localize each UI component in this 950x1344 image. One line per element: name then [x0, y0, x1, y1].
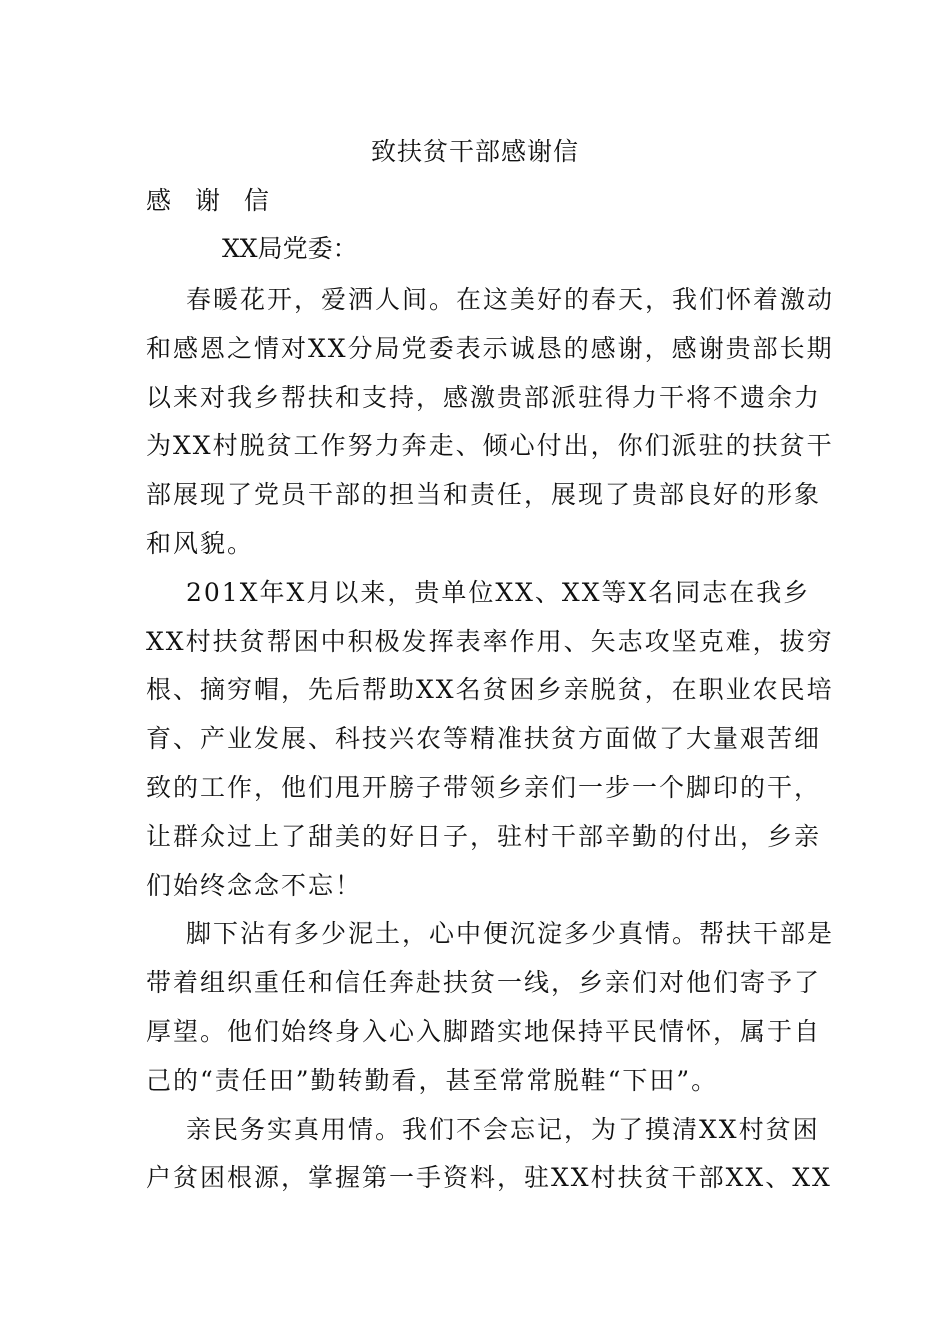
body-line: 为XX村脱贫工作努力奔走、倾心付出，你们派驻的扶贫干 — [146, 431, 834, 461]
body-line: 己的“责任田”勤转勤看，甚至常常脱鞋“下田”。 — [146, 1065, 719, 1095]
body-line: 让群众过上了甜美的好日子，驻村干部辛勤的付出，乡亲 — [146, 821, 822, 851]
body-line: 以来对我乡帮扶和支持，感激贵部派驻得力干将不遗余力 — [146, 382, 822, 412]
body-line: 和感恩之情对XX分局党委表示诚恳的感谢，感谢贵部长期 — [146, 333, 834, 363]
body-line: 育、产业发展、科技兴农等精准扶贫方面做了大量艰苦细 — [146, 724, 822, 754]
body-line: 亲民务实真用情。我们不会忘记，为了摸清XX村贫困 — [186, 1114, 820, 1144]
body-line: 脚下沾有多少泥土，心中便沉淀多少真情。帮扶干部是 — [186, 919, 835, 949]
body-line: 201X年X月以来，贵单位XX、XX等X名同志在我乡 — [186, 577, 811, 607]
body-line: 厚望。他们始终身入心入脚踏实地保持平民情怀，属于自 — [146, 1016, 822, 1046]
body-line: 和风貌。 — [146, 528, 255, 558]
body-line: 户贫困根源，掌握第一手资料，驻XX村扶贫干部XX、XX — [146, 1163, 832, 1193]
body-line: XX村扶贫帮困中积极发挥表率作用、矢志攻坚克难，拔穷 — [146, 626, 834, 656]
letter-body — [146, 280, 835, 1207]
letter-heading: 感 谢 信 — [146, 186, 277, 215]
letter-salutation: XX局党委： — [222, 234, 358, 263]
body-line: 根、摘穷帽，先后帮助XX名贫困乡亲脱贫，在职业农民培 — [146, 675, 834, 705]
body-line: 春暖花开，爱洒人间。在这美好的春天，我们怀着激动 — [186, 285, 835, 314]
body-line: 带着组织重任和信任奔赴扶贫一线，乡亲们对他们寄予了 — [146, 968, 822, 998]
body-line: 们始终念念不忘！ — [146, 870, 363, 900]
document-title: 致扶贫干部感谢信 — [370, 137, 579, 166]
body-line: 致的工作，他们甩开膀子带领乡亲们一步一个脚印的干， — [146, 772, 822, 802]
body-line: 部展现了党员干部的担当和责任，展现了贵部良好的形象 — [146, 480, 822, 510]
